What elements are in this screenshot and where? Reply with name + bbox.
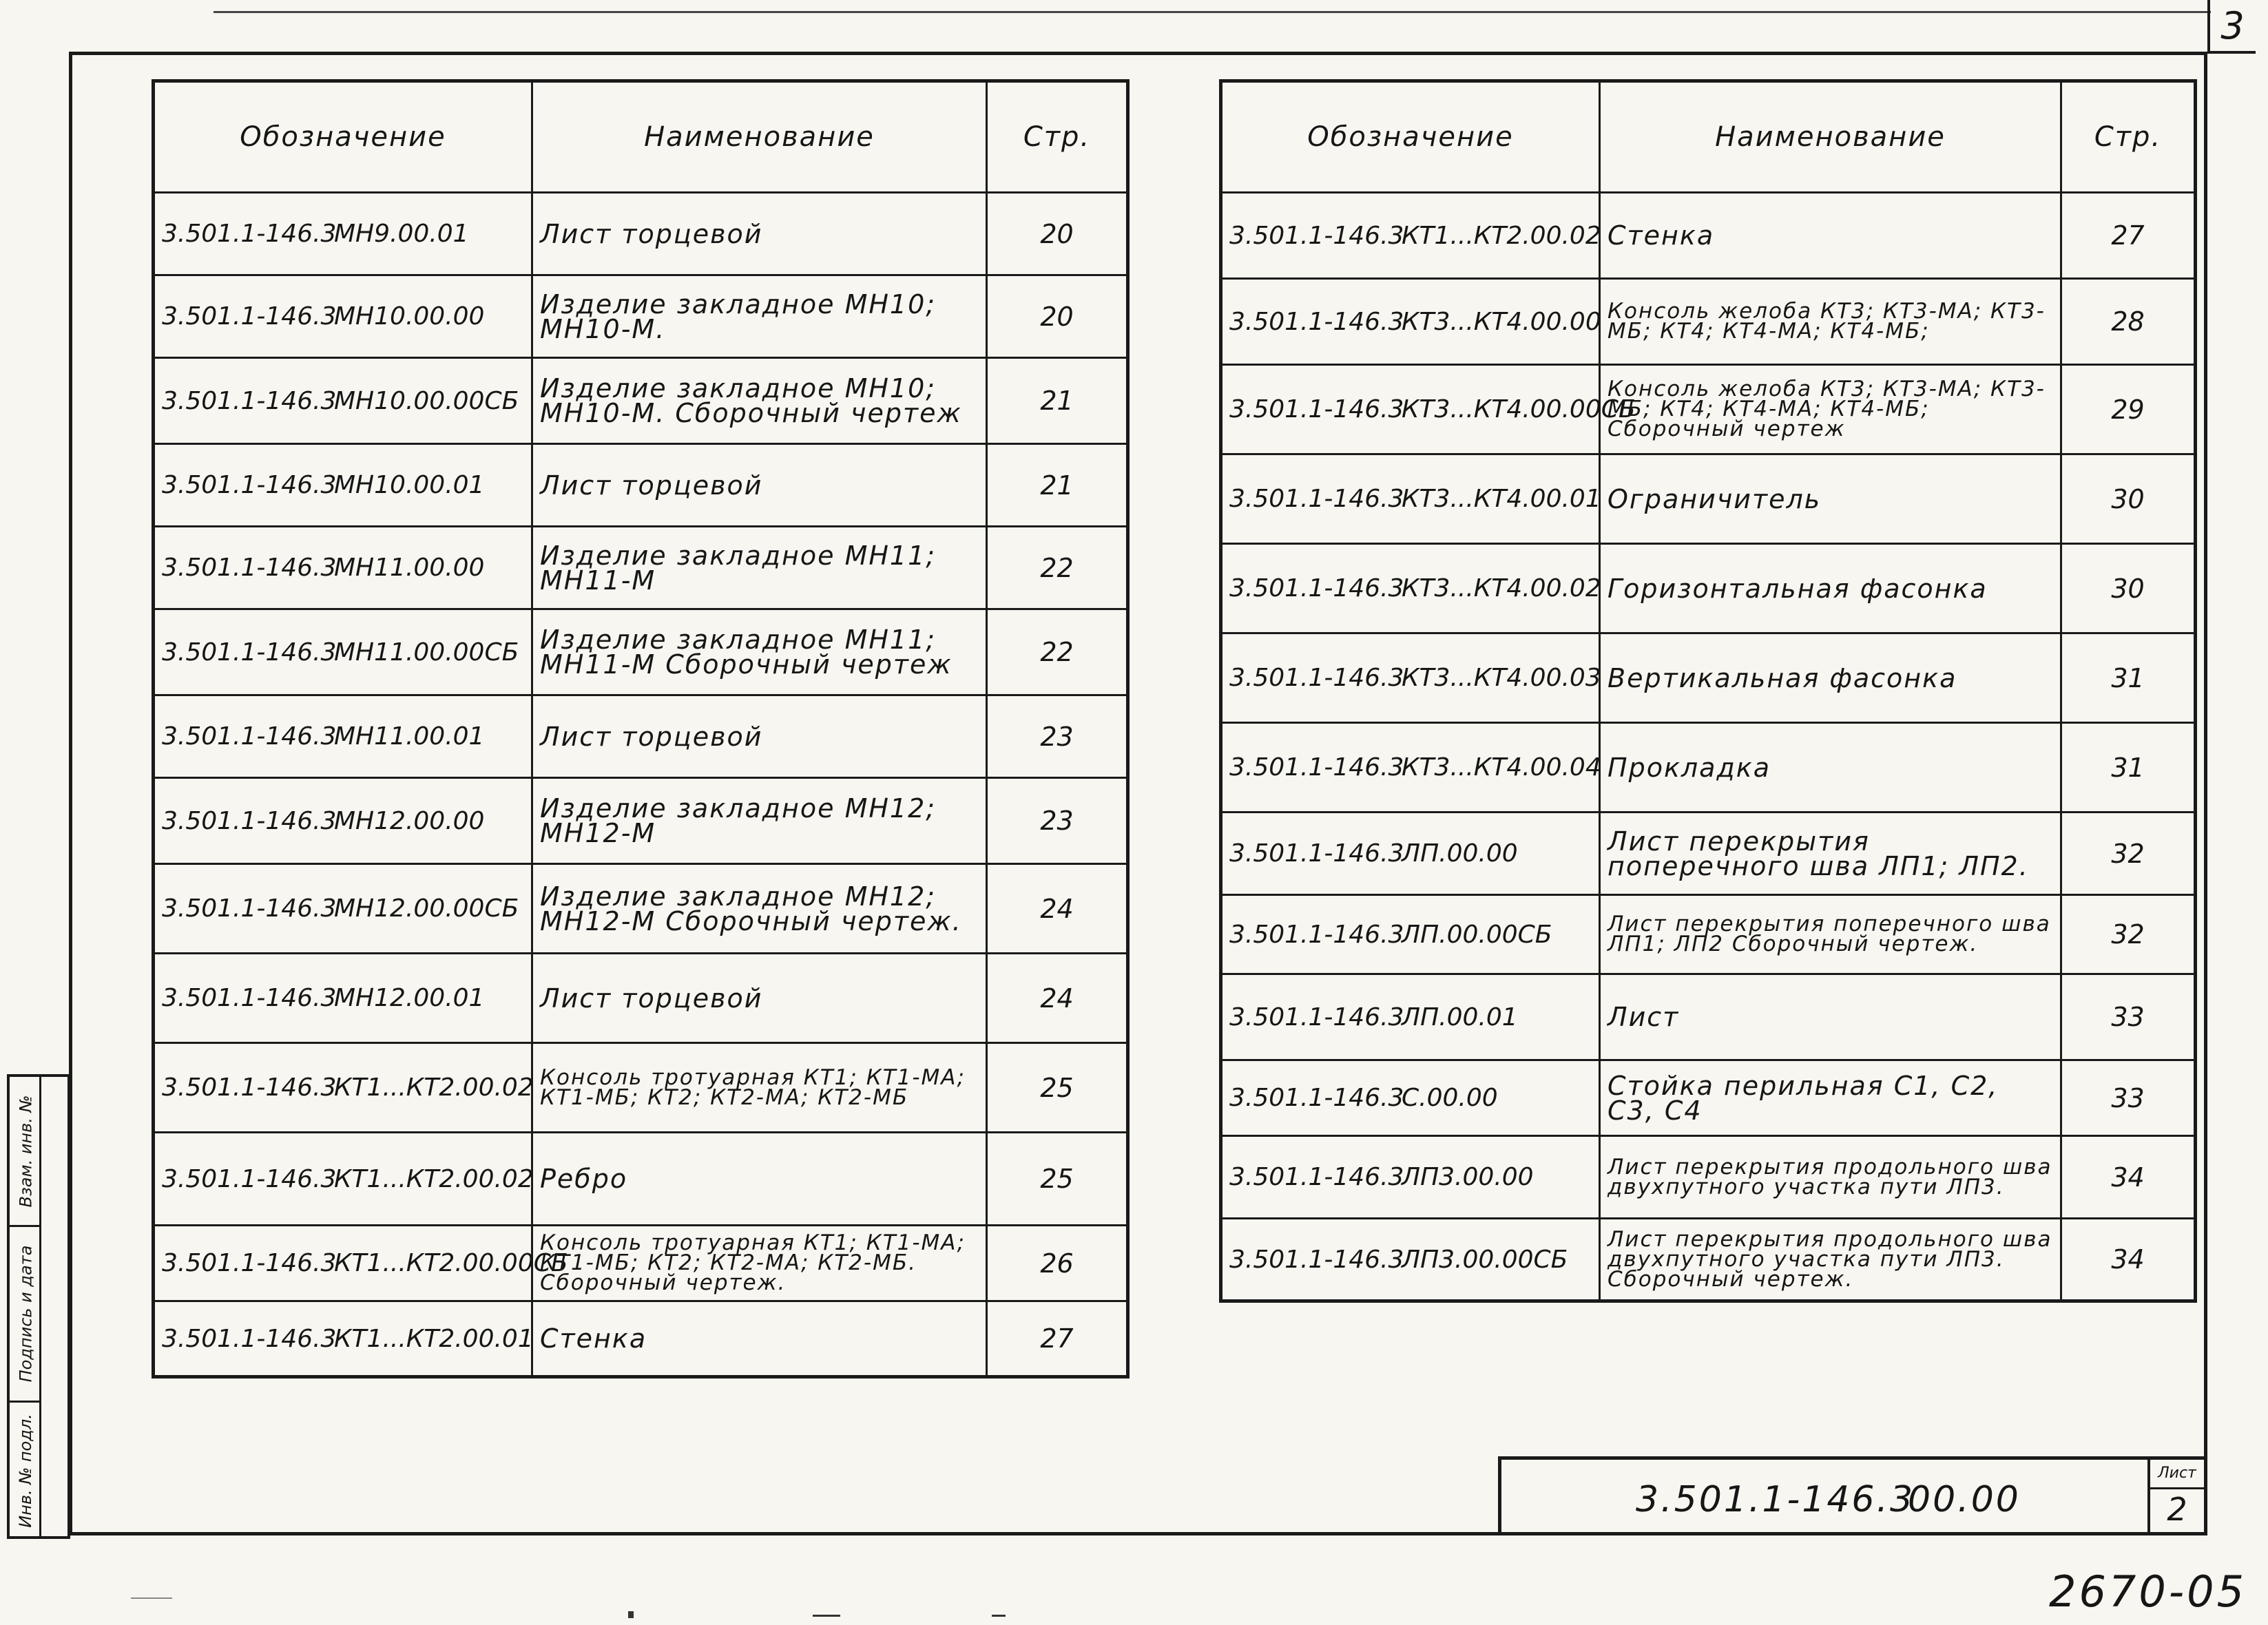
scan-speck bbox=[992, 1615, 1006, 1617]
doc-code: 3.501.1-146.3 bbox=[1229, 574, 1404, 602]
page-cell: 23 bbox=[987, 695, 1128, 778]
designation-cell bbox=[1221, 813, 1600, 895]
page-cell: 25 bbox=[987, 1133, 1128, 1226]
doc-code: 3.501.1-146.3 bbox=[1229, 395, 1404, 423]
doc-code: 3.501.1-146.3 bbox=[1229, 664, 1404, 692]
designation-cell bbox=[1221, 279, 1600, 365]
table-row bbox=[154, 695, 1128, 778]
scan-speck bbox=[813, 1615, 840, 1617]
page-cell: 24 bbox=[987, 954, 1128, 1043]
designation-cell bbox=[154, 1301, 532, 1377]
item-mark: МН11.00.01 bbox=[334, 722, 485, 751]
item-mark: КТ3...КТ4.00.04 bbox=[1402, 753, 1601, 782]
title-doc-code: 3.501.1-146.3 bbox=[1636, 1479, 1915, 1520]
designation-cell bbox=[154, 864, 532, 954]
table-row bbox=[1221, 1219, 2196, 1301]
page-cell: 30 bbox=[2061, 544, 2196, 633]
header-designation: Обозначение bbox=[1221, 81, 1600, 193]
item-mark: КТ3...КТ4.00.03 bbox=[1402, 664, 1601, 692]
doc-code: 3.501.1-146.3 bbox=[162, 1073, 337, 1102]
archive-number: 2670-05 bbox=[2049, 1566, 2247, 1617]
name-cell: Лист перекрытия продольного шва двухпутного участка пути ЛП3. bbox=[1600, 1136, 2061, 1219]
page-cell: 34 bbox=[2061, 1219, 2196, 1301]
item-mark: ЛП3.00.00 bbox=[1402, 1163, 1534, 1191]
designation-cell bbox=[1221, 365, 1636, 454]
name-cell: Лист торцевой bbox=[532, 444, 987, 527]
designation-cell bbox=[154, 1133, 532, 1226]
item-mark: МН12.00.01 bbox=[334, 984, 485, 1012]
designation-cell bbox=[154, 1226, 568, 1301]
item-mark: МН11.00.00СБ bbox=[334, 638, 519, 667]
page-cell: 22 bbox=[987, 609, 1128, 695]
doc-code: 3.501.1-146.3 bbox=[162, 220, 337, 248]
name-cell: Лист торцевой bbox=[532, 193, 987, 275]
page-cell: 32 bbox=[2061, 813, 2196, 895]
table-row bbox=[1221, 1136, 2196, 1219]
page-cell: 25 bbox=[987, 1043, 1128, 1133]
table-row bbox=[1221, 544, 2196, 633]
designation-cell bbox=[154, 444, 532, 527]
table-row bbox=[154, 527, 1128, 609]
name-cell: Консоль тротуарная КТ1; КТ1-МА; КТ1-МБ; КТ2; КТ2-МА; КТ2-МБ. Сборочный чертеж. bbox=[532, 1226, 987, 1301]
header-designation: Обозначение bbox=[154, 81, 532, 193]
page-cell: 23 bbox=[987, 778, 1128, 864]
designation-cell bbox=[1221, 544, 1600, 633]
item-mark: КТ1...КТ2.00.01 bbox=[334, 1324, 534, 1353]
item-mark: КТ3...КТ4.00.01 bbox=[1402, 485, 1601, 513]
page-cell: 27 bbox=[987, 1301, 1128, 1377]
name-cell: Консоль тротуарная КТ1; КТ1-МА; КТ1-МБ; КТ2; КТ2-МА; КТ2-МБ bbox=[532, 1043, 987, 1133]
table-row bbox=[154, 778, 1128, 864]
table-row bbox=[1221, 723, 2196, 813]
designation-cell bbox=[1221, 723, 1600, 813]
doc-code: 3.501.1-146.3 bbox=[1229, 485, 1404, 513]
table-row bbox=[154, 358, 1128, 444]
name-cell: Лист bbox=[1600, 974, 2061, 1060]
doc-code: 3.501.1-146.3 bbox=[1229, 1245, 1404, 1274]
designation-cell bbox=[1221, 1136, 1600, 1219]
header-page: Стр. bbox=[2061, 81, 2196, 193]
item-mark: МН12.00.00 bbox=[334, 806, 485, 835]
name-cell: Вертикальная фасонка bbox=[1600, 633, 2061, 723]
doc-code: 3.501.1-146.3 bbox=[162, 894, 337, 923]
page-cell: 26 bbox=[987, 1226, 1128, 1301]
spec-table-left bbox=[152, 79, 1130, 1378]
table-row bbox=[1221, 454, 2196, 544]
spec-table-right bbox=[1219, 79, 2197, 1303]
name-cell: Изделие закладное МН11; МН11-М bbox=[532, 527, 987, 609]
doc-code: 3.501.1-146.3 bbox=[162, 386, 337, 415]
name-cell: Ограничитель bbox=[1600, 454, 2061, 544]
header-page: Стр. bbox=[987, 81, 1128, 193]
name-cell: Стенка bbox=[532, 1301, 987, 1377]
page-cell: 20 bbox=[987, 275, 1128, 358]
doc-code: 3.501.1-146.3 bbox=[1229, 307, 1404, 336]
name-cell: Консоль желоба КТ3; КТ3-МА; КТ3-МБ; КТ4; КТ4-МА; КТ4-МБ; Сборочный чертеж bbox=[1600, 365, 2061, 454]
designation-cell bbox=[1221, 1219, 1600, 1301]
item-mark: С.00.00 bbox=[1402, 1084, 1498, 1112]
designation-cell bbox=[154, 695, 532, 778]
item-mark: ЛП.00.01 bbox=[1402, 1003, 1518, 1031]
designation-cell bbox=[1221, 974, 1600, 1060]
name-cell: Лист торцевой bbox=[532, 695, 987, 778]
table-row bbox=[154, 609, 1128, 695]
title-doc-suffix: 00.00 bbox=[1908, 1479, 2021, 1520]
name-cell: Горизонтальная фасонка bbox=[1600, 544, 2061, 633]
table-row bbox=[1221, 813, 2196, 895]
item-mark: МН10.00.00СБ bbox=[334, 386, 519, 415]
designation-cell bbox=[1221, 454, 1600, 544]
item-mark: КТ1...КТ2.00.02 bbox=[1402, 221, 1601, 250]
table-row bbox=[154, 1301, 1128, 1377]
name-cell: Лист перекрытия продольного шва двухпутного участка пути ЛП3. Сборочный чертеж. bbox=[1600, 1219, 2061, 1301]
doc-code: 3.501.1-146.3 bbox=[162, 1324, 337, 1353]
name-cell: Изделие закладное МН12; МН12-М Сборочный чертеж. bbox=[532, 864, 987, 954]
designation-cell bbox=[154, 358, 532, 444]
table-row bbox=[154, 1226, 1128, 1301]
header-name: Наименование bbox=[532, 81, 987, 193]
sheet-box bbox=[2147, 1460, 2204, 1535]
doc-code: 3.501.1-146.3 bbox=[162, 554, 337, 582]
doc-code: 3.501.1-146.3 bbox=[162, 806, 337, 835]
sheet-label: Лист bbox=[2150, 1460, 2204, 1489]
doc-code: 3.501.1-146.3 bbox=[1229, 1163, 1404, 1191]
designation-cell bbox=[1221, 895, 1600, 974]
side-stamp-sign-cell bbox=[10, 1225, 41, 1401]
item-mark: МН10.00.01 bbox=[334, 471, 485, 499]
side-stamp-replace: Взам. инв. № bbox=[16, 1095, 36, 1207]
designation-cell bbox=[154, 954, 532, 1043]
name-cell: Лист торцевой bbox=[532, 954, 987, 1043]
name-cell: Лист перекрытия поперечного шва ЛП1; ЛП2. bbox=[1600, 813, 2061, 895]
name-cell: Изделие закладное МН10; МН10-М. bbox=[532, 275, 987, 358]
title-block bbox=[1498, 1456, 2207, 1535]
table-row bbox=[1221, 279, 2196, 365]
table-row bbox=[1221, 365, 2196, 454]
item-mark: ЛП.00.00СБ bbox=[1402, 920, 1552, 949]
table-row bbox=[154, 1043, 1128, 1133]
table-row bbox=[154, 1133, 1128, 1226]
side-stamp-sign: Подпись и дата bbox=[16, 1245, 36, 1383]
scan-speck bbox=[131, 1597, 172, 1599]
table-header-row bbox=[154, 81, 1128, 193]
table-row bbox=[154, 275, 1128, 358]
designation-cell bbox=[1221, 193, 1600, 279]
doc-code: 3.501.1-146.3 bbox=[162, 1249, 337, 1277]
page-cell: 33 bbox=[2061, 974, 2196, 1060]
doc-code: 3.501.1-146.3 bbox=[162, 722, 337, 751]
designation-cell bbox=[154, 609, 532, 695]
name-cell: Изделие закладное МН10; МН10-М. Сборочный чертеж bbox=[532, 358, 987, 444]
table-row bbox=[154, 864, 1128, 954]
doc-code: 3.501.1-146.3 bbox=[1229, 1084, 1404, 1112]
item-mark: МН11.00.00 bbox=[334, 554, 485, 582]
designation-cell bbox=[1221, 1060, 1600, 1136]
page-cell: 32 bbox=[2061, 895, 2196, 974]
header-name: Наименование bbox=[1600, 81, 2061, 193]
designation-cell bbox=[154, 1043, 532, 1133]
side-stamp-replace-cell bbox=[10, 1077, 41, 1225]
table-row bbox=[154, 444, 1128, 527]
item-mark: ЛП3.00.00СБ bbox=[1402, 1245, 1568, 1274]
table-row bbox=[1221, 974, 2196, 1060]
table-row bbox=[154, 954, 1128, 1043]
item-mark: КТ1...КТ2.00.00СБ bbox=[334, 1249, 568, 1277]
page-cell: 24 bbox=[987, 864, 1128, 954]
page-cell: 30 bbox=[2061, 454, 2196, 544]
table-row bbox=[1221, 895, 2196, 974]
doc-code: 3.501.1-146.3 bbox=[162, 471, 337, 499]
name-cell: Лист перекрытия поперечного шва ЛП1; ЛП2 Сборочный чертеж. bbox=[1600, 895, 2061, 974]
table-row bbox=[1221, 1060, 2196, 1136]
item-mark: КТ3...КТ4.00.00СБ bbox=[1402, 395, 1636, 423]
top-border-line bbox=[214, 11, 2211, 13]
name-cell: Прокладка bbox=[1600, 723, 2061, 813]
side-stamp-inv-cell bbox=[10, 1401, 41, 1538]
page-cell: 21 bbox=[987, 444, 1128, 527]
table-row bbox=[1221, 193, 2196, 279]
page-cell: 29 bbox=[2061, 365, 2196, 454]
page-cell: 28 bbox=[2061, 279, 2196, 365]
scan-speck bbox=[628, 1611, 634, 1618]
doc-code: 3.501.1-146.3 bbox=[1229, 221, 1404, 250]
item-mark: КТ3...КТ4.00.02 bbox=[1402, 574, 1601, 602]
name-cell: Ребро bbox=[532, 1133, 987, 1226]
table-row bbox=[154, 193, 1128, 275]
sheet-number: 2 bbox=[2167, 1491, 2187, 1528]
item-mark: КТ3...КТ4.00.00 bbox=[1402, 307, 1601, 336]
side-stamp-inv: Инв. № подл. bbox=[16, 1413, 36, 1528]
side-stamp bbox=[7, 1074, 70, 1539]
name-cell: Консоль желоба КТ3; КТ3-МА; КТ3-МБ; КТ4; КТ4-МА; КТ4-МБ; bbox=[1600, 279, 2061, 365]
designation-cell bbox=[1221, 633, 1600, 723]
designation-cell bbox=[154, 275, 532, 358]
item-mark: ЛП.00.00 bbox=[1402, 839, 1518, 868]
name-cell: Стенка bbox=[1600, 193, 2061, 279]
item-mark: КТ1...КТ2.00.02 bbox=[334, 1073, 534, 1102]
doc-code: 3.501.1-146.3 bbox=[1229, 839, 1404, 868]
page-cell: 21 bbox=[987, 358, 1128, 444]
page-cell: 31 bbox=[2061, 723, 2196, 813]
doc-code: 3.501.1-146.3 bbox=[1229, 753, 1404, 782]
doc-code: 3.501.1-146.3 bbox=[162, 1164, 337, 1193]
doc-code: 3.501.1-146.3 bbox=[162, 302, 337, 331]
page-cell: 27 bbox=[2061, 193, 2196, 279]
page-cell: 20 bbox=[987, 193, 1128, 275]
page-cell: 22 bbox=[987, 527, 1128, 609]
item-mark: МН9.00.01 bbox=[334, 220, 469, 248]
doc-code: 3.501.1-146.3 bbox=[162, 638, 337, 667]
designation-cell bbox=[154, 193, 532, 275]
table-header-row bbox=[1221, 81, 2196, 193]
page-cell: 31 bbox=[2061, 633, 2196, 723]
table-row bbox=[1221, 633, 2196, 723]
page-cell: 34 bbox=[2061, 1136, 2196, 1219]
item-mark: МН10.00.00 bbox=[334, 302, 485, 331]
designation-cell bbox=[154, 778, 532, 864]
name-cell: Изделие закладное МН11; МН11-М Сборочный чертеж bbox=[532, 609, 987, 695]
side-stamp-labels bbox=[10, 1077, 41, 1536]
name-cell: Стойка перильная С1, С2, С3, С4 bbox=[1600, 1060, 2061, 1136]
doc-code: 3.501.1-146.3 bbox=[1229, 920, 1404, 949]
doc-code: 3.501.1-146.3 bbox=[162, 984, 337, 1012]
item-mark: МН12.00.00СБ bbox=[334, 894, 519, 923]
designation-cell bbox=[154, 527, 532, 609]
page-cell: 33 bbox=[2061, 1060, 2196, 1136]
name-cell: Изделие закладное МН12; МН12-М bbox=[532, 778, 987, 864]
doc-code: 3.501.1-146.3 bbox=[1229, 1003, 1404, 1031]
sheet-corner-number: 3 bbox=[2207, 0, 2256, 54]
item-mark: КТ1...КТ2.00.02 bbox=[334, 1164, 534, 1193]
